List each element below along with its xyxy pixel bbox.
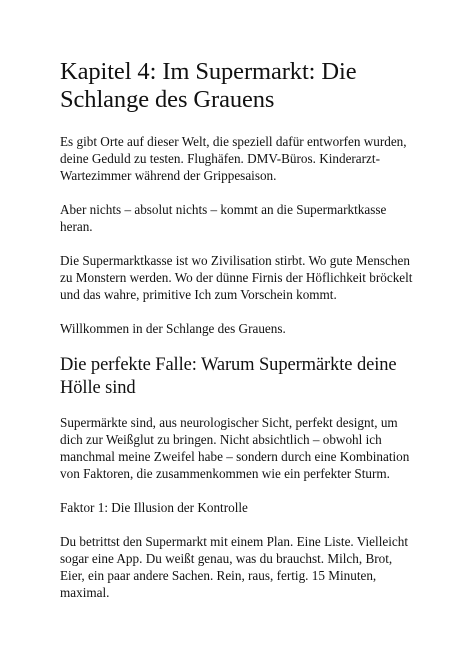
paragraph-factor-heading: Faktor 1: Die Illusion der Kontrolle	[60, 500, 248, 515]
paragraph-intro-2: Aber nichts – absolut nichts – kommt an die Supermarktkasse heran.	[60, 202, 387, 234]
section-heading: Die perfekte Falle: Warum Supermärkte deine Hölle sind	[60, 355, 397, 398]
paragraph-intro-1: Es gibt Orte auf dieser Welt, die speziell dafür entworfen wurden, deine Geduld zu testen. Flughäfen. DMV-Büros. Kinderarzt-Wartezimmer während der Grippesaison.	[60, 134, 407, 183]
paragraph-intro-4: Willkommen in der Schlange des Grauens.	[60, 321, 286, 336]
paragraph-section-2: Du betrittst den Supermarkt mit einem Plan. Eine Liste. Vielleicht sogar eine App. Du weißt genau, was du brauchst. Milch, Brot, Eier, ein paar andere Sachen. Rein, raus, fertig. 15 Minuten, maximal.	[60, 534, 408, 600]
paragraph-intro-3: Die Supermarktkasse ist wo Zivilisation stirbt. Wo gute Menschen zu Monstern werden. Wo der dünne Firnis der Höflichkeit bröckelt und das wahre, primitive Ich zum Vorschein kommt.	[60, 253, 413, 302]
paragraph-section-1: Supermärkte sind, aus neurologischer Sicht, perfekt designt, um dich zur Weißglut zu bringen. Nicht absichtlich – obwohl ich manchmal meine Zweifel habe – sondern durch eine Kombination von Faktoren, die zusammenkommen wie ein perfekter Sturm.	[60, 415, 410, 481]
chapter-title: Kapitel 4: Im Supermarkt: Die Schlange des Grauens	[60, 58, 357, 113]
